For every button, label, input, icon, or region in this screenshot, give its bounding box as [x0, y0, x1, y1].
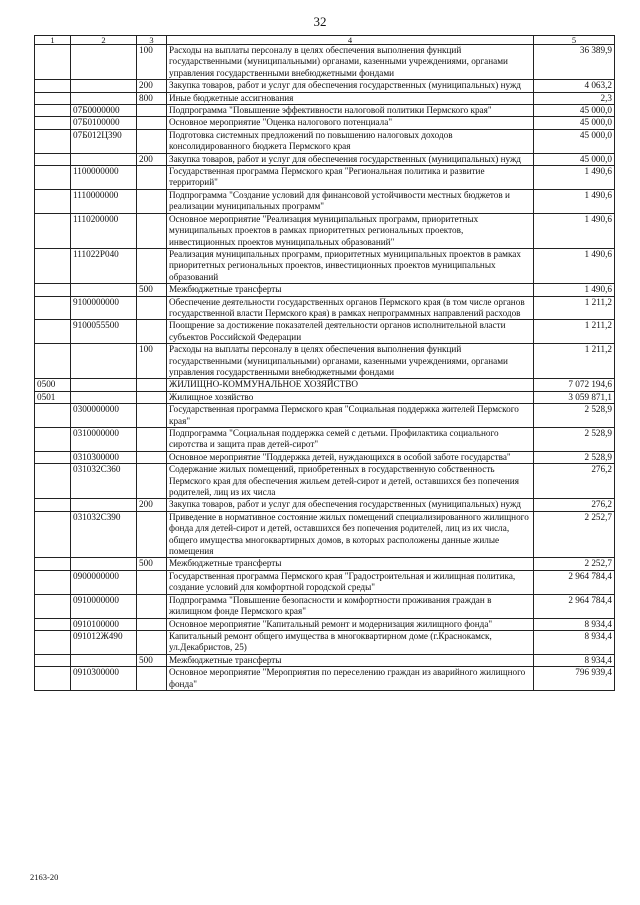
amount-cell: 45 000,0 [534, 129, 615, 153]
table-row [35, 129, 615, 153]
razdel-cell [35, 105, 71, 117]
razdel-cell [35, 558, 71, 570]
table-row [35, 117, 615, 129]
csr-cell [71, 654, 137, 666]
name-cell: Капитальный ремонт общего имущества в многоквартирном доме (г.Краснокамск, ул.Декабристов, 25) [167, 630, 534, 654]
vr-cell [137, 213, 167, 248]
razdel-cell [35, 667, 71, 691]
vr-cell [137, 189, 167, 213]
name-cell: Межбюджетные трансферты [167, 284, 534, 296]
header-row [35, 36, 615, 45]
amount-cell: 2 528,9 [534, 451, 615, 463]
name-cell: Государственная программа Пермского края "Градостроительная и жилищная политика, создание условий для комфортной городской среды" [167, 570, 534, 594]
table-row [35, 404, 615, 428]
name-cell: Подпрограмма "Создание условий для финансовой устойчивости местных бюджетов и реализации муниципальных программ" [167, 189, 534, 213]
vr-cell [137, 391, 167, 403]
csr-cell: 031032С360 [71, 464, 137, 499]
razdel-cell: 0500 [35, 379, 71, 391]
name-cell: Подпрограмма "Социальная поддержка семей с детьми. Профилактика социального сиротства и защита прав детей-сирот" [167, 428, 534, 452]
vr-cell [137, 451, 167, 463]
name-cell: Закупка товаров, работ и услуг для обеспечения государственных (муниципальных) нужд [167, 499, 534, 511]
csr-cell: 0910000000 [71, 594, 137, 618]
csr-cell: 0310300000 [71, 451, 137, 463]
name-cell: Подготовка системных предложений по повышению налоговых доходов консолидированного бюджета Пермского края [167, 129, 534, 153]
razdel-cell [35, 511, 71, 558]
vr-cell [137, 594, 167, 618]
vr-cell: 500 [137, 284, 167, 296]
amount-cell: 2 252,7 [534, 558, 615, 570]
csr-cell [71, 379, 137, 391]
csr-cell: 9100055500 [71, 320, 137, 344]
name-cell: ЖИЛИЩНО-КОММУНАЛЬНОЕ ХОЗЯЙСТВО [167, 379, 534, 391]
csr-cell: 0310000000 [71, 428, 137, 452]
razdel-cell [35, 320, 71, 344]
amount-cell: 8 934,4 [534, 630, 615, 654]
table-row [35, 379, 615, 391]
name-cell: Подпрограмма "Повышение эффективности налоговой политики Пермского края" [167, 105, 534, 117]
vr-cell [137, 511, 167, 558]
table-row [35, 391, 615, 403]
razdel-cell [35, 594, 71, 618]
razdel-cell [35, 213, 71, 248]
table-row [35, 558, 615, 570]
razdel-cell [35, 296, 71, 320]
amount-cell: 2 964 784,4 [534, 594, 615, 618]
csr-cell: 091012Ж490 [71, 630, 137, 654]
vr-cell: 200 [137, 153, 167, 165]
table-row [35, 248, 615, 283]
name-cell: Основное мероприятие "Реализация муниципальных программ, приоритетных муниципальных проектов в рамках приоритетных региональных проектов, инвестиционных проектов муниципальных образований" [167, 213, 534, 248]
name-cell: Жилищное хозяйство [167, 391, 534, 403]
amount-cell: 276,2 [534, 499, 615, 511]
amount-cell: 1 490,6 [534, 189, 615, 213]
amount-cell: 276,2 [534, 464, 615, 499]
csr-cell: 07Б012Ц390 [71, 129, 137, 153]
table-row [35, 618, 615, 630]
table-row [35, 464, 615, 499]
vr-cell [137, 296, 167, 320]
vr-cell [137, 464, 167, 499]
csr-cell: 9100000000 [71, 296, 137, 320]
column-header: 1 [35, 36, 71, 45]
name-cell: Поощрение за достижение показателей деятельности органов исполнительной власти субъектов Российской Федерации [167, 320, 534, 344]
razdel-cell [35, 117, 71, 129]
razdel-cell [35, 464, 71, 499]
razdel-cell [35, 92, 71, 104]
amount-cell: 45 000,0 [534, 153, 615, 165]
csr-cell: 0910300000 [71, 667, 137, 691]
table-row [35, 667, 615, 691]
csr-cell [71, 499, 137, 511]
razdel-cell [35, 499, 71, 511]
razdel-cell: 0501 [35, 391, 71, 403]
table-row [35, 594, 615, 618]
csr-cell: 111022Р040 [71, 248, 137, 283]
budget-table [34, 35, 615, 691]
amount-cell: 4 063,2 [534, 80, 615, 92]
vr-cell [137, 379, 167, 391]
csr-cell [71, 391, 137, 403]
csr-cell: 07Б0100000 [71, 117, 137, 129]
table-row [35, 80, 615, 92]
name-cell: Основное мероприятие "Оценка налогового потенциала" [167, 117, 534, 129]
vr-cell [137, 428, 167, 452]
amount-cell: 3 059 871,1 [534, 391, 615, 403]
amount-cell: 36 389,9 [534, 45, 615, 80]
razdel-cell [35, 654, 71, 666]
name-cell: Государственная программа Пермского края "Региональная политика и развитие территорий" [167, 166, 534, 190]
table-row [35, 45, 615, 80]
csr-cell [71, 284, 137, 296]
amount-cell: 796 939,4 [534, 667, 615, 691]
csr-cell: 1100000000 [71, 166, 137, 190]
name-cell: Межбюджетные трансферты [167, 558, 534, 570]
amount-cell: 2 528,9 [534, 404, 615, 428]
name-cell: Подпрограмма "Повышение безопасности и комфортности проживания граждан в жилищном фонде Пермского края" [167, 594, 534, 618]
razdel-cell [35, 45, 71, 80]
csr-cell: 1110200000 [71, 213, 137, 248]
name-cell: Содержание жилых помещений, приобретенных в государственную собственность Пермского края для обеспечения жильем детей-сирот и детей, оставшихся без попечения родителей, лиц из их числа [167, 464, 534, 499]
name-cell: Межбюджетные трансферты [167, 654, 534, 666]
amount-cell: 1 490,6 [534, 248, 615, 283]
name-cell: Государственная программа Пермского края "Социальная поддержка жителей Пермского края" [167, 404, 534, 428]
razdel-cell [35, 630, 71, 654]
name-cell: Основное мероприятие "Поддержка детей, нуждающихся в особой заботе государства" [167, 451, 534, 463]
table-row [35, 166, 615, 190]
amount-cell: 1 211,2 [534, 296, 615, 320]
razdel-cell [35, 344, 71, 379]
table-row [35, 344, 615, 379]
name-cell: Приведение в нормативное состояние жилых помещений специализированного жилищного фонда для детей-сирот и детей, оставшихся без попечения родителей, лиц из их числа, общего имущества многоквартирных домов, в которых расположены данные жилые помещения [167, 511, 534, 558]
amount-cell: 1 490,6 [534, 166, 615, 190]
vr-cell: 500 [137, 558, 167, 570]
vr-cell [137, 570, 167, 594]
amount-cell: 45 000,0 [534, 117, 615, 129]
table-row [35, 105, 615, 117]
csr-cell: 0900000000 [71, 570, 137, 594]
name-cell: Расходы на выплаты персоналу в целях обеспечения выполнения функций государственными (муниципальными) органами, казенными учреждениями, органами управления государственными внебюджетными фондами [167, 344, 534, 379]
name-cell: Закупка товаров, работ и услуг для обеспечения государственных (муниципальных) нужд [167, 80, 534, 92]
amount-cell: 8 934,4 [534, 618, 615, 630]
razdel-cell [35, 618, 71, 630]
razdel-cell [35, 428, 71, 452]
column-header: 4 [167, 36, 534, 45]
table-body [35, 45, 615, 691]
csr-cell [71, 92, 137, 104]
csr-cell: 1110000000 [71, 189, 137, 213]
table-row [35, 189, 615, 213]
vr-cell [137, 105, 167, 117]
vr-cell [137, 667, 167, 691]
table-row [35, 296, 615, 320]
amount-cell: 2,3 [534, 92, 615, 104]
table-row [35, 428, 615, 452]
amount-cell: 2 528,9 [534, 428, 615, 452]
csr-cell: 031032С390 [71, 511, 137, 558]
csr-cell: 0910100000 [71, 618, 137, 630]
vr-cell: 100 [137, 344, 167, 379]
table-row [35, 570, 615, 594]
name-cell: Основное мероприятие "Капитальный ремонт и модернизация жилищного фонда" [167, 618, 534, 630]
name-cell: Реализация муниципальных программ, приоритетных муниципальных проектов в рамках приоритетных региональных проектов, инвестиционных проектов муниципальных образований [167, 248, 534, 283]
csr-cell [71, 80, 137, 92]
amount-cell: 2 252,7 [534, 511, 615, 558]
amount-cell: 1 211,2 [534, 344, 615, 379]
vr-cell [137, 404, 167, 428]
vr-cell [137, 248, 167, 283]
razdel-cell [35, 404, 71, 428]
razdel-cell [35, 80, 71, 92]
csr-cell: 07Б0000000 [71, 105, 137, 117]
name-cell: Обеспечение деятельности государственных органов Пермского края (в том числе органов государственной власти Пермского края) в рамках непрограммных направлений расходов [167, 296, 534, 320]
name-cell: Закупка товаров, работ и услуг для обеспечения государственных (муниципальных) нужд [167, 153, 534, 165]
razdel-cell [35, 451, 71, 463]
column-header: 3 [137, 36, 167, 45]
table-row [35, 451, 615, 463]
name-cell: Расходы на выплаты персоналу в целях обеспечения выполнения функций государственными (муниципальными) органами, казенными учреждениями, органами управления государственными внебюджетными фондами [167, 45, 534, 80]
table-row [35, 284, 615, 296]
table-row [35, 654, 615, 666]
column-header: 2 [71, 36, 137, 45]
csr-cell [71, 344, 137, 379]
csr-cell: 0300000000 [71, 404, 137, 428]
csr-cell [71, 45, 137, 80]
footer-code: 2163-20 [30, 872, 59, 882]
column-header: 5 [534, 36, 615, 45]
table-row [35, 511, 615, 558]
vr-cell [137, 129, 167, 153]
razdel-cell [35, 570, 71, 594]
vr-cell: 800 [137, 92, 167, 104]
vr-cell [137, 618, 167, 630]
vr-cell [137, 117, 167, 129]
razdel-cell [35, 129, 71, 153]
amount-cell: 1 211,2 [534, 320, 615, 344]
razdel-cell [35, 284, 71, 296]
vr-cell [137, 320, 167, 344]
csr-cell [71, 153, 137, 165]
amount-cell: 1 490,6 [534, 284, 615, 296]
vr-cell [137, 166, 167, 190]
table-row [35, 499, 615, 511]
name-cell: Основное мероприятие "Мероприятия по переселению граждан из аварийного жилищного фонда" [167, 667, 534, 691]
razdel-cell [35, 153, 71, 165]
vr-cell: 100 [137, 45, 167, 80]
vr-cell: 200 [137, 80, 167, 92]
amount-cell: 7 072 194,6 [534, 379, 615, 391]
table-row [35, 92, 615, 104]
name-cell: Иные бюджетные ассигнования [167, 92, 534, 104]
amount-cell: 1 490,6 [534, 213, 615, 248]
page-number: 32 [313, 14, 327, 29]
csr-cell [71, 558, 137, 570]
vr-cell: 500 [137, 654, 167, 666]
vr-cell: 200 [137, 499, 167, 511]
razdel-cell [35, 248, 71, 283]
table-row [35, 153, 615, 165]
table-row [35, 320, 615, 344]
table-row [35, 213, 615, 248]
razdel-cell [35, 166, 71, 190]
table-row [35, 630, 615, 654]
vr-cell [137, 630, 167, 654]
amount-cell: 8 934,4 [534, 654, 615, 666]
razdel-cell [35, 189, 71, 213]
amount-cell: 45 000,0 [534, 105, 615, 117]
amount-cell: 2 964 784,4 [534, 570, 615, 594]
